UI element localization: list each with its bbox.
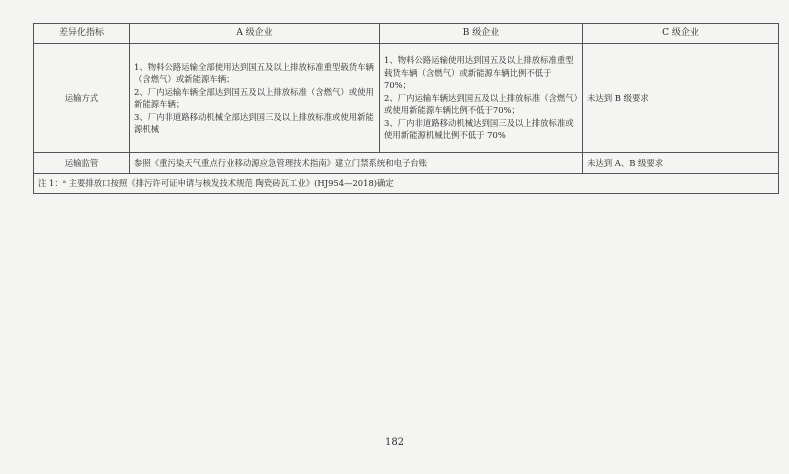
c-level-transport-requirement: 未达到 B 级要求: [583, 44, 779, 153]
table-row: [34, 153, 779, 174]
table-header-row: [34, 24, 779, 44]
table-row: [34, 44, 779, 153]
table-footnote: 注 1：ᵃ 主要排放口按照《排污许可证申请与核发技术规范 陶瓷砖瓦工业》(HJ954—2018)确定: [34, 174, 779, 194]
list-item: 1、物料公路运输使用达到国五及以上排放标准重型载货车辆（含燃气）或新能源车辆比例不低于 70%；: [384, 55, 574, 91]
header-c-level: C 级企业: [583, 24, 779, 44]
table-note-row: [34, 174, 779, 194]
list-item: 1、物料公路运输全部使用达到国五及以上排放标准重型载货车辆（含燃气）或新能源车辆；: [134, 61, 374, 84]
header-b-level: B 级企业: [380, 24, 583, 44]
row-label-transport-monitoring: 运输监管: [34, 153, 130, 174]
list-item: 3、厂内非道路移动机械达到国三及以上排放标准或使用新能源机械比例不低于 70%: [384, 117, 574, 141]
b-level-transport-requirements: [380, 44, 583, 153]
list-item: 2、厂内运输车辆达到国五及以上排放标准（含燃气）或使用新能源车辆比例不低于70%；: [384, 92, 578, 116]
row-label-transport-mode: 运输方式: [34, 44, 130, 153]
list-item: 2、厂内运输车辆全部达到国五及以上排放标准（含燃气）或使用新能源车辆；: [134, 86, 374, 109]
c-level-monitoring-requirement: 未达到 A、B 级要求: [583, 153, 779, 174]
differentiation-table: [33, 23, 779, 194]
page-number: 182: [384, 437, 405, 448]
header-indicator: 差异化指标: [34, 24, 130, 44]
a-level-transport-requirements: [130, 44, 380, 153]
ab-level-monitoring-requirement: 参照《重污染天气重点行业移动源应急管理技术指南》建立门禁系统和电子台账: [130, 153, 583, 174]
header-a-level: A 级企业: [130, 24, 380, 44]
list-item: 3、厂内非道路移动机械全部达到国三及以上排放标准或使用新能源机械: [134, 111, 374, 134]
